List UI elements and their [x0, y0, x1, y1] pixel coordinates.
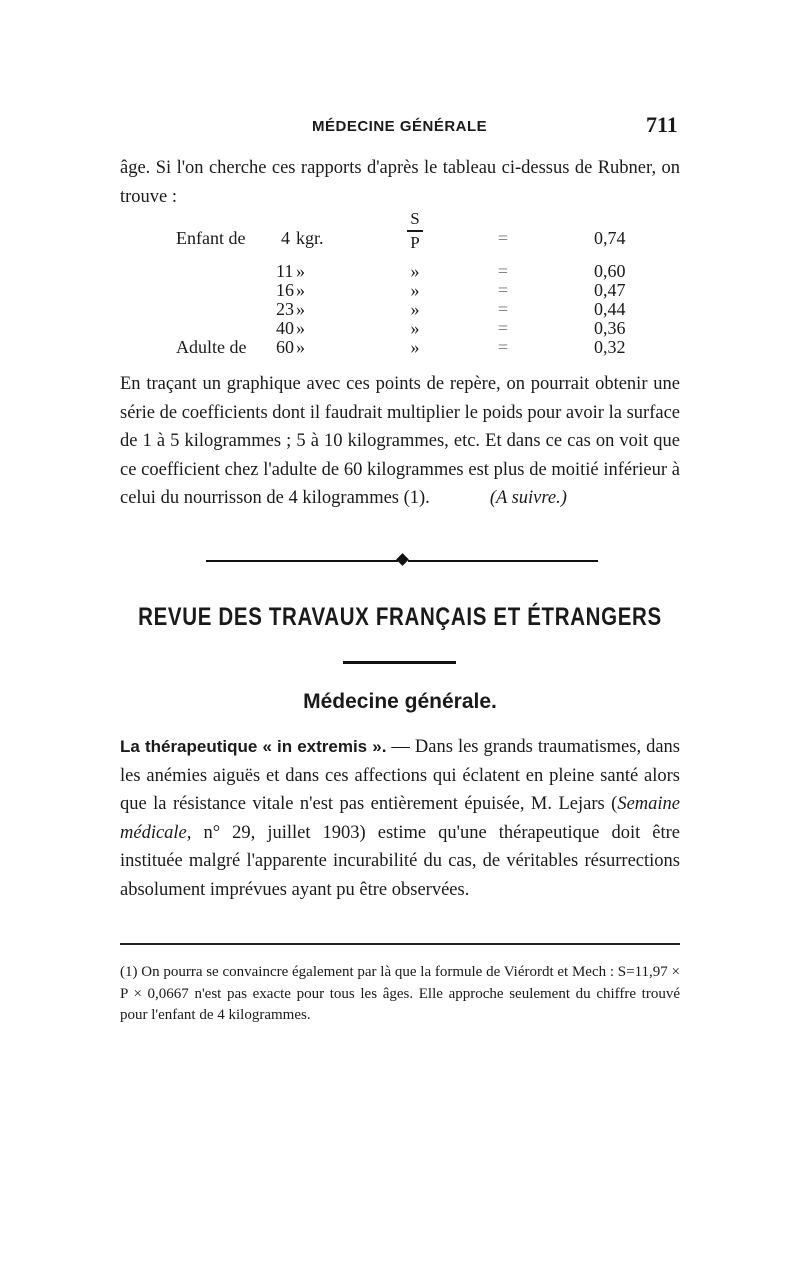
row-equals: = — [497, 337, 509, 357]
row-equals: = — [497, 261, 509, 281]
running-header: MÉDECINE GÉNÉRALE — [312, 118, 488, 135]
footnote: (1) On pourra se convaincre également par là que la formule de Viérordt et Mech : S=11,97 × P × 0,0667 n'est pas exacte pour tous les âges. Elle approche seulement du chiffre trouvé pour l'enfant de 4 kilogrammes. — [120, 964, 680, 1023]
row-value: 0,47 — [594, 280, 626, 300]
row-value: 0,44 — [594, 299, 626, 319]
row-equals: = — [497, 318, 509, 338]
article-text-end: n° 29, juillet 1903) estime qu'une thérapeutique doit être instituée malgré l'apparente incurabilité du cas, de véritables résurrections absolument imprévues ayant pu être observées. — [120, 822, 680, 900]
article-journal: Semaine médicale, — [120, 794, 680, 843]
row-unit: » — [296, 318, 305, 338]
row-weight: 4 — [281, 228, 290, 248]
row-ratio: » — [410, 337, 420, 357]
section-title: REVUE DES TRAVAUX FRANÇAIS ET ÉTRANGERS — [138, 603, 662, 631]
row-weight: 16 — [276, 280, 294, 300]
article-text-start: — Dans les grands traumatismes, dans les anémies aiguës et dans ces affections qui éclatent en pleine santé alors que la résistance vitale n'est pas entièrement épuisée, M. Lejars ( — [120, 737, 681, 814]
row-label: Enfant de — [176, 228, 246, 248]
row-unit: » — [296, 337, 305, 357]
row-weight: 40 — [276, 318, 294, 338]
row-equals: = — [497, 280, 509, 300]
row-value: 0,60 — [594, 261, 626, 281]
row-ratio: » — [410, 261, 420, 281]
body-paragraph — [120, 370, 680, 513]
to-be-continued: (A suivre.) — [489, 488, 567, 508]
section-rule — [343, 661, 456, 664]
row-equals: = — [497, 228, 509, 248]
article-paragraph — [120, 733, 680, 904]
divider-left-line — [206, 560, 398, 562]
article-title: La thérapeutique « in extremis ». — [120, 737, 387, 756]
divider-right-line — [408, 560, 598, 562]
row-unit: kgr. — [296, 228, 324, 248]
row-weight: 11 — [276, 261, 294, 281]
row-ratio: » — [410, 318, 420, 338]
row-value: 0,32 — [594, 337, 626, 357]
row-label: Adulte de — [176, 337, 247, 357]
intro-paragraph: âge. Si l'on cherche ces rapports d'après le tableau ci-dessus de Rubner, on trouve : — [120, 158, 680, 207]
body-text: En traçant un graphique avec ces points de repère, on pourrait obtenir une série de coefficients dont il faudrait multiplier le poids pour avoir la surface de 1 à 5 kilogrammes ; 5 à 10 kilogrammes, etc. Et dans ce cas on voit que ce coefficient chez l'adulte de 60 kilogrammes est plus de moitié inférieur à celui du nourrisson de 4 kilogrammes (1). — [120, 374, 680, 508]
row-weight: 60 — [276, 337, 294, 357]
row-unit: » — [296, 261, 305, 281]
footnote-rule — [120, 943, 680, 945]
row-value: 0,74 — [594, 228, 626, 248]
row-ratio: » — [410, 299, 420, 319]
row-equals: = — [497, 299, 509, 319]
row-unit: » — [296, 280, 305, 300]
ratio-fraction — [403, 210, 427, 252]
ratio-numerator: S — [410, 209, 420, 228]
row-value: 0,36 — [594, 318, 626, 338]
page-number: 711 — [646, 112, 678, 137]
row-weight: 23 — [276, 299, 294, 319]
row-ratio: » — [410, 280, 420, 300]
subsection-title: Médecine générale. — [303, 690, 497, 713]
row-unit: » — [296, 299, 305, 319]
ratio-denominator: P — [410, 232, 420, 252]
fraction-bar — [407, 230, 423, 232]
diamond-ornament-icon — [396, 553, 409, 566]
